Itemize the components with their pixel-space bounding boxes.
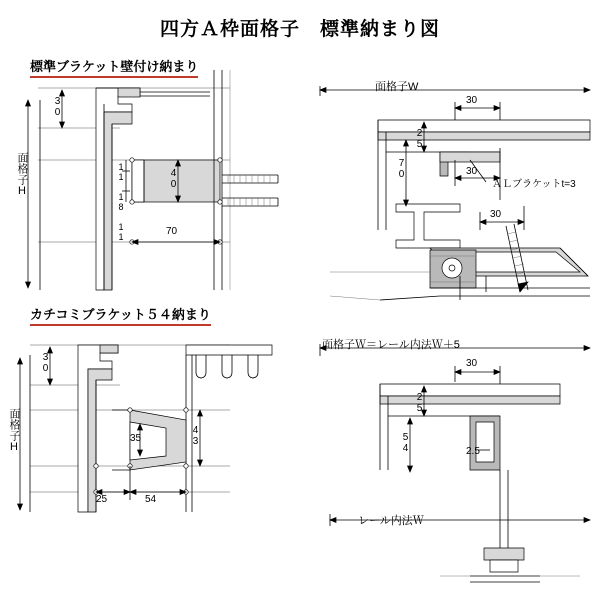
dim-25-bottom-right: 25 xyxy=(414,392,425,414)
dim-54-bottom-right: 54 xyxy=(400,432,411,454)
dim-25-top-right: 25 xyxy=(414,128,425,150)
section-heading-katikomi-bracket: カチコミブラケット５４納まり xyxy=(30,304,211,326)
dim-30-top-right-a: 30 xyxy=(466,95,478,106)
dim-30-bottom-right: 30 xyxy=(466,358,478,369)
label-menkoushi-w-top: 面格子W xyxy=(375,81,419,93)
dim-30-top-left: 30 xyxy=(52,96,63,118)
dim-40: 40 xyxy=(168,168,179,190)
section-heading-standard-bracket: 標準ブラケット壁付け納まり xyxy=(30,56,198,78)
label-menkoushi-w-rail: 面格子Ｗ＝レール内法Ｗ＋5 xyxy=(322,339,460,351)
dim-30-bottom-left: 30 xyxy=(40,352,51,374)
dim-11-18-11: 11 18 11 xyxy=(116,162,126,242)
dim-30-top-right-c: 30 xyxy=(490,209,502,220)
dim-35: 35 xyxy=(130,433,142,444)
dim-54-bottom-left: 54 xyxy=(145,494,157,505)
page-title: 四方Ａ枠面格子 標準納まり図 xyxy=(159,19,440,40)
label-menkoushi-h-top: 面格子H xyxy=(16,152,28,197)
dim-43: 43 xyxy=(190,425,201,447)
label-al-bracket-note: ＡＬブラケットt=3 xyxy=(492,179,576,190)
label-rail-inner-w: レール内法Ｗ xyxy=(358,515,424,527)
dim-70-top-left: 70 xyxy=(166,226,178,237)
dim-30-top-right-b: 30 xyxy=(466,166,478,177)
dim-25-bottom-left: 25 xyxy=(96,494,108,505)
dim-70-top-right: 70 xyxy=(396,158,407,180)
dim-2-5: 2.5 xyxy=(466,446,480,457)
label-menkoushi-h-bottom: 面格子H xyxy=(8,408,20,453)
